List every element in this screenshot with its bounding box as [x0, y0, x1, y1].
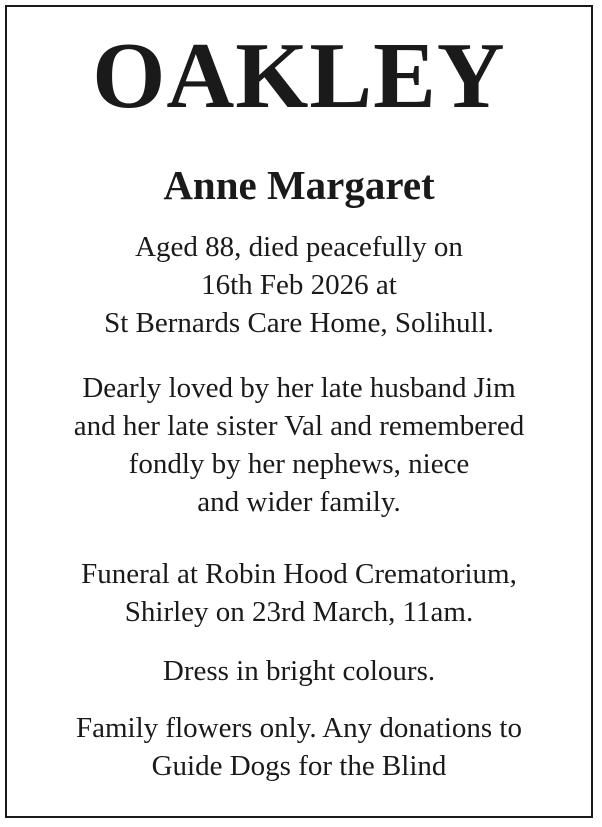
- text-line: and her late sister Val and remembered: [73, 410, 525, 442]
- funeral-paragraph: [7, 555, 591, 631]
- text-line: Guide Dogs for the Blind: [151, 750, 447, 782]
- text-line: Funeral at Robin Hood Crematorium,: [81, 558, 517, 590]
- text-line: Dearly loved by her late husband Jim: [82, 372, 516, 404]
- full-name: Anne Margaret: [163, 162, 435, 208]
- text-line: Dress in bright colours.: [162, 655, 436, 687]
- text-line: Shirley on 23rd March, 11am.: [124, 596, 474, 628]
- text-line: Family flowers only. Any donations to: [76, 712, 522, 744]
- surname-heading: OAKLEY: [92, 24, 506, 128]
- dress-code-paragraph: [7, 652, 591, 690]
- text-line: and wider family.: [197, 486, 401, 518]
- text-line: fondly by her nephews, niece: [128, 448, 470, 480]
- family-paragraph: [7, 369, 591, 521]
- text-line: Aged 88, died peacefully on: [135, 231, 463, 263]
- text-line: 16th Feb 2026 at: [201, 269, 397, 301]
- death-details-paragraph: [7, 228, 591, 342]
- text-line: St Bernards Care Home, Solihull.: [104, 307, 494, 339]
- flowers-donations-paragraph: [7, 709, 591, 785]
- obituary-notice: [5, 5, 593, 818]
